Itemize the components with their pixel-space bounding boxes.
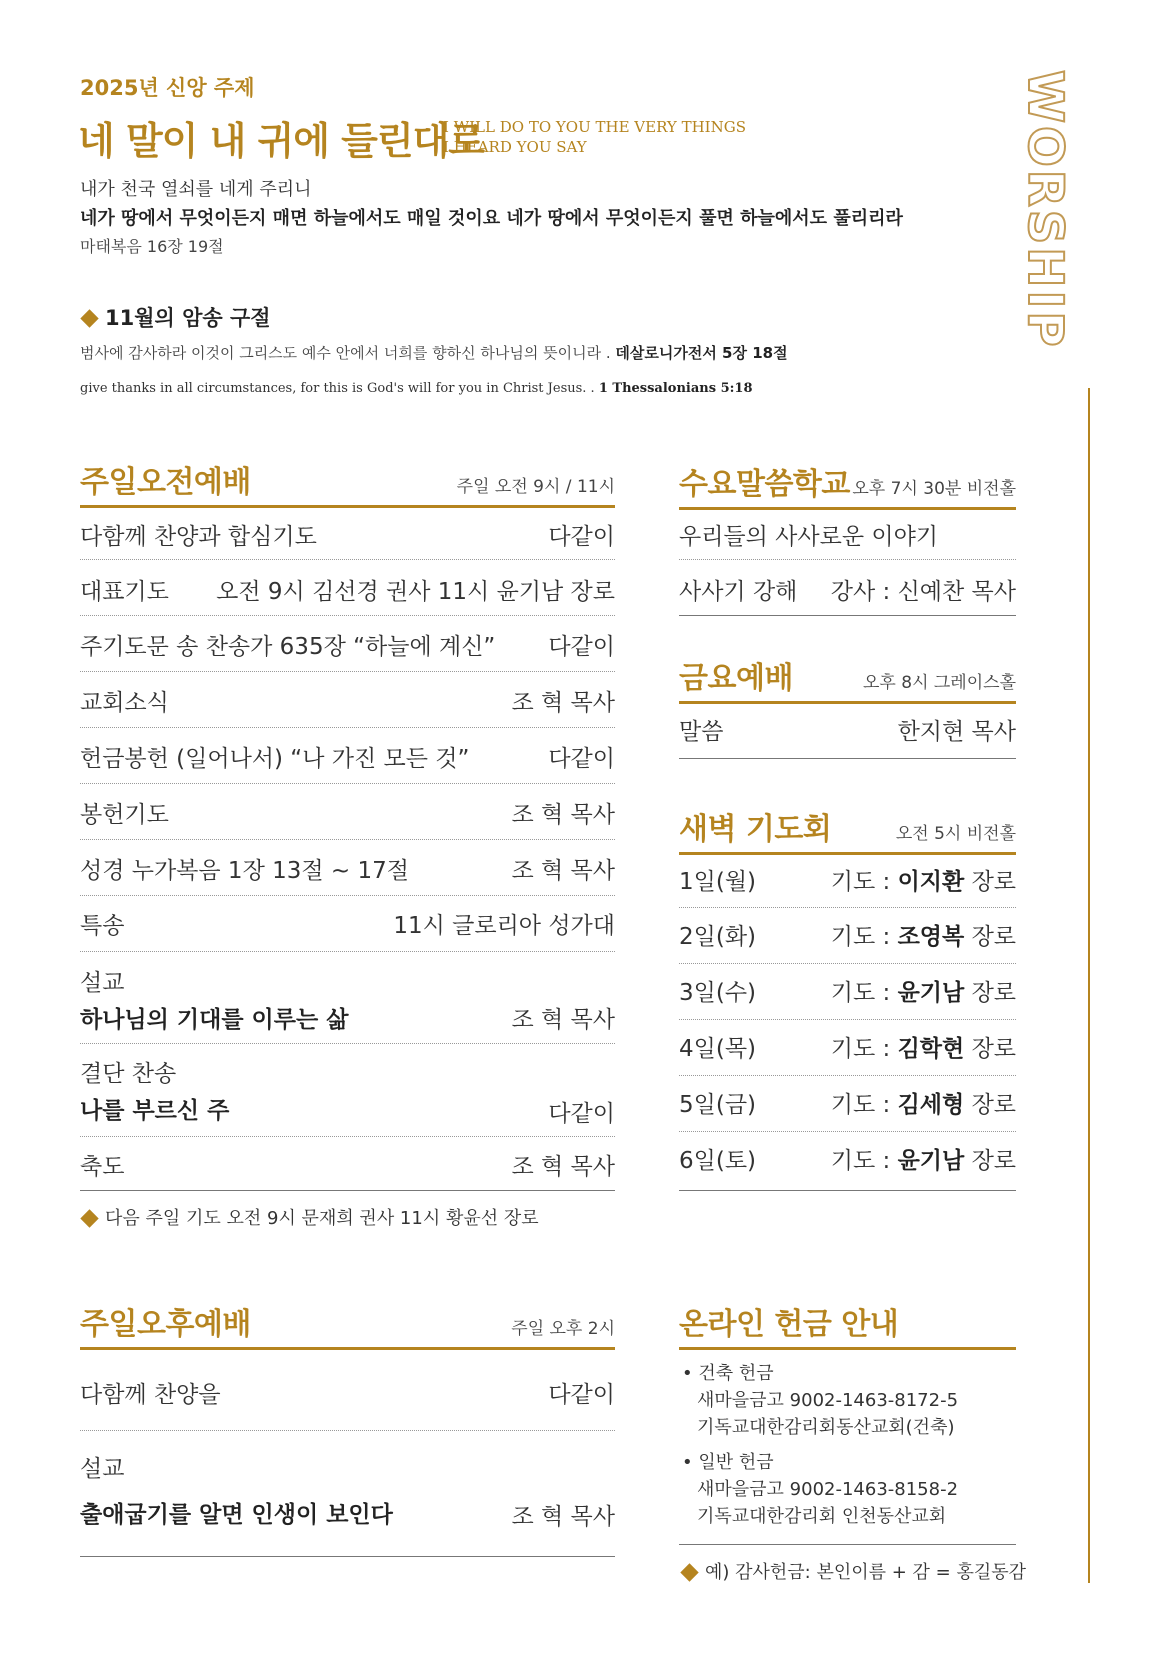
list-item (679, 1086, 1016, 1118)
prayer-prefix: 기도 : (830, 1036, 891, 1062)
item-label: 다함께 찬양과 합심기도 (80, 524, 317, 550)
section-title: 새벽 기도회 (679, 812, 832, 847)
dotted-divider (80, 1136, 615, 1137)
dawn-day: 6일(토) (679, 1148, 757, 1174)
list-item (679, 713, 1016, 745)
item-value: 다같이 (548, 1101, 615, 1127)
dawn-day: 3일(수) (679, 980, 757, 1006)
list-item (679, 918, 1016, 950)
theme-verse-line-2: 네가 땅에서 무엇이든지 매면 하늘에서도 매일 것이요 네가 땅에서 무엇이든지 풀면 하늘에서도 풀리리라 (80, 208, 903, 229)
item-value: 한지현 목사 (897, 719, 1016, 745)
section-title: 온라인 헌금 안내 (679, 1307, 899, 1342)
dotted-divider (80, 615, 615, 616)
section-bottom-line (80, 1556, 615, 1557)
section-time: 주일 오후 2시 (511, 1319, 615, 1339)
item-value: 오전 9시 김선경 권사 11시 윤기남 장로 (216, 579, 615, 605)
dotted-divider (80, 727, 615, 728)
item-value: 강사 : 신예찬 목사 (830, 579, 1016, 605)
sermon-title: 출애굽기를 알면 인생이 보인다 (80, 1502, 393, 1528)
item-value: 조 혁 목사 (511, 690, 615, 716)
account-number: 새마을금고 9002-1463-8158-2 (697, 1479, 959, 1500)
theme-english-line-1: I WILL DO TO YOU THE VERY THINGS (443, 118, 746, 136)
prayer-leader: 조영복 (897, 924, 965, 950)
prayer-leader: 이지환 (897, 869, 965, 895)
dotted-divider (80, 895, 615, 896)
item-value: 다같이 (548, 1382, 615, 1408)
prayer-prefix: 기도 : (830, 1148, 891, 1174)
item-label: 특송 (80, 913, 125, 939)
next-prayer-text: 다음 주일 기도 오전 9시 문재희 권사 11시 황윤선 장로 (105, 1208, 539, 1229)
section-time: 오후 8시 그레이스홀 (863, 673, 1016, 693)
side-divider-line (1088, 388, 1090, 1583)
item-label: 봉헌기도 (80, 802, 169, 828)
item-label: 성경 누가복음 1장 13절 ~ 17절 (80, 858, 409, 884)
section-bottom-line (679, 1544, 1016, 1545)
account-holder: 기독교대한감리회동산교회(건축) (697, 1417, 955, 1438)
list-item (80, 1148, 615, 1180)
item-label: 헌금봉헌 (일어나서) “나 가진 모든 것” (80, 746, 470, 772)
prayer-title: 장로 (971, 924, 1016, 950)
friday-header (679, 651, 1016, 704)
account-type: • 건축 헌금 (682, 1363, 774, 1384)
prayer-leader: 김세형 (897, 1092, 965, 1118)
memory-korean-text: 범사에 감사하라 이것이 그리스도 예수 안에서 너희를 향하신 하나님의 뜻이니라 . (80, 344, 611, 362)
dotted-divider (679, 907, 1016, 908)
section-title: 주일오후예배 (80, 1307, 251, 1342)
memory-heading-text: 11월의 암송 구절 (105, 306, 271, 330)
section-bottom-line (679, 615, 1016, 616)
prayer-title: 장로 (971, 980, 1016, 1006)
list-item (80, 573, 615, 605)
list-item (679, 863, 1016, 895)
online-offering-accounts (682, 1360, 958, 1538)
dawn-day: 2일(화) (679, 924, 757, 950)
hymn-title: 나를 부르신 주 (80, 1098, 230, 1124)
theme-title-english (443, 117, 746, 157)
dotted-divider (679, 559, 1016, 560)
item-label: 설교 (80, 970, 125, 996)
next-sunday-prayer-note (80, 1204, 539, 1230)
sunday-morning-header (80, 455, 615, 508)
prayer-prefix: 기도 : (830, 924, 891, 950)
list-item (80, 518, 615, 550)
memory-verse-heading (80, 302, 271, 332)
list-item (80, 740, 615, 772)
dawn-prayer-header (679, 802, 1016, 855)
year-theme-label: 2025년 신앙 주제 (80, 76, 255, 100)
theme-verse-line-1: 내가 천국 열쇠를 네게 주리니 (80, 179, 312, 200)
dawn-day: 4일(목) (679, 1036, 757, 1062)
prayer-prefix: 기도 : (830, 1092, 891, 1118)
diamond-bullet-icon (680, 1563, 698, 1581)
dotted-divider (679, 1075, 1016, 1076)
sunday-afternoon-header (80, 1297, 615, 1350)
worship-side-label: WORSHIP (1017, 70, 1073, 350)
diamond-bullet-icon (80, 309, 98, 327)
item-value: 조 혁 목사 (511, 802, 615, 828)
memory-verse-korean (80, 342, 788, 363)
item-value: 다같이 (548, 524, 615, 550)
dotted-divider (80, 783, 615, 784)
prayer-leader: 김학현 (897, 1036, 965, 1062)
dotted-divider (80, 951, 615, 952)
section-title: 수요말씀학교 (679, 467, 850, 502)
item-label: 축도 (80, 1154, 125, 1180)
prayer-title: 장로 (971, 1036, 1016, 1062)
section-title: 금요예배 (679, 661, 793, 696)
theme-verse-reference: 마태복음 16장 19절 (80, 237, 224, 256)
item-value: 조 혁 목사 (511, 1504, 615, 1530)
list-item (679, 518, 1016, 550)
item-value: 조 혁 목사 (511, 1154, 615, 1180)
item-label: 말씀 (679, 719, 724, 745)
item-label: 다함께 찬양을 (80, 1382, 221, 1408)
prayer-prefix: 기도 : (830, 980, 891, 1006)
item-label: 교회소식 (80, 690, 169, 716)
section-time: 오후 7시 30분 비전홀 (852, 479, 1016, 499)
memory-verse-english (80, 381, 753, 396)
prayer-prefix: 기도 : (830, 869, 891, 895)
list-item (80, 796, 615, 828)
dotted-divider (80, 1430, 615, 1431)
memory-english-ref: 1 Thessalonians 5:18 (598, 381, 753, 396)
list-item (80, 852, 615, 884)
list-item (80, 1376, 615, 1408)
sermon-title: 하나님의 기대를 이루는 삶 (80, 1007, 349, 1033)
prayer-title: 장로 (971, 1092, 1016, 1118)
dotted-divider (679, 1131, 1016, 1132)
section-time: 오전 5시 비전홀 (895, 824, 1016, 844)
dotted-divider (80, 1043, 615, 1044)
list-item (679, 974, 1016, 1006)
item-label: 대표기도 (80, 579, 169, 605)
dotted-divider (679, 1019, 1016, 1020)
section-bottom-line (679, 758, 1016, 759)
item-value: 조 혁 목사 (511, 858, 615, 884)
list-item (80, 684, 615, 716)
offering-note-text: 예) 감사헌금: 본인이름 + 감 = 홍길동감 (705, 1562, 1027, 1583)
section-bottom-line (80, 1190, 615, 1191)
prayer-title: 장로 (971, 1148, 1016, 1174)
account-type: • 일반 헌금 (682, 1452, 774, 1473)
memory-korean-ref: 데살로니가전서 5장 18절 (615, 344, 788, 362)
item-label: 우리들의 사사로운 이야기 (679, 524, 939, 550)
list-item (679, 573, 1016, 605)
account-item (682, 1449, 958, 1530)
dawn-day: 1일(월) (679, 869, 757, 895)
list-item (80, 1055, 615, 1125)
list-item (80, 628, 615, 660)
item-value: 다같이 (548, 634, 615, 660)
item-value: 11시 글로리아 성가대 (393, 913, 615, 939)
dotted-divider (80, 559, 615, 560)
item-value: 조 혁 목사 (511, 1007, 615, 1033)
wednesday-header (679, 457, 1016, 510)
theme-english-line-2: I HEARD YOU SAY (443, 138, 587, 156)
list-item (80, 907, 615, 939)
prayer-leader: 윤기남 (897, 980, 965, 1006)
account-item (682, 1360, 958, 1441)
dawn-day: 5일(금) (679, 1092, 757, 1118)
item-label: 주기도문 송 찬송가 635장 “하늘에 계신” (80, 634, 496, 660)
memory-english-text: give thanks in all circumstances, for this is God's will for you in Christ Jesus. . (80, 381, 595, 396)
list-item (679, 1142, 1016, 1174)
diamond-bullet-icon (80, 1209, 98, 1227)
dotted-divider (80, 839, 615, 840)
item-label: 설교 (80, 1456, 125, 1482)
dotted-divider (80, 671, 615, 672)
item-value: 다같이 (548, 746, 615, 772)
item-label: 결단 찬송 (80, 1061, 177, 1087)
dotted-divider (679, 963, 1016, 964)
offering-naming-note (680, 1558, 1026, 1584)
prayer-leader: 윤기남 (897, 1148, 965, 1174)
section-bottom-line (679, 1190, 1016, 1191)
account-holder: 기독교대한감리회 인천동산교회 (697, 1506, 947, 1527)
account-number: 새마을금고 9002-1463-8172-5 (697, 1390, 959, 1411)
item-label: 사사기 강해 (679, 579, 798, 605)
theme-title: 네 말이 내 귀에 들린대로 (78, 119, 484, 163)
list-item (80, 964, 615, 1034)
section-time: 주일 오전 9시 / 11시 (456, 477, 615, 497)
list-item (679, 1030, 1016, 1062)
section-title: 주일오전예배 (80, 465, 251, 500)
list-item (80, 1450, 615, 1540)
online-offering-header (679, 1297, 1016, 1350)
prayer-title: 장로 (971, 869, 1016, 895)
